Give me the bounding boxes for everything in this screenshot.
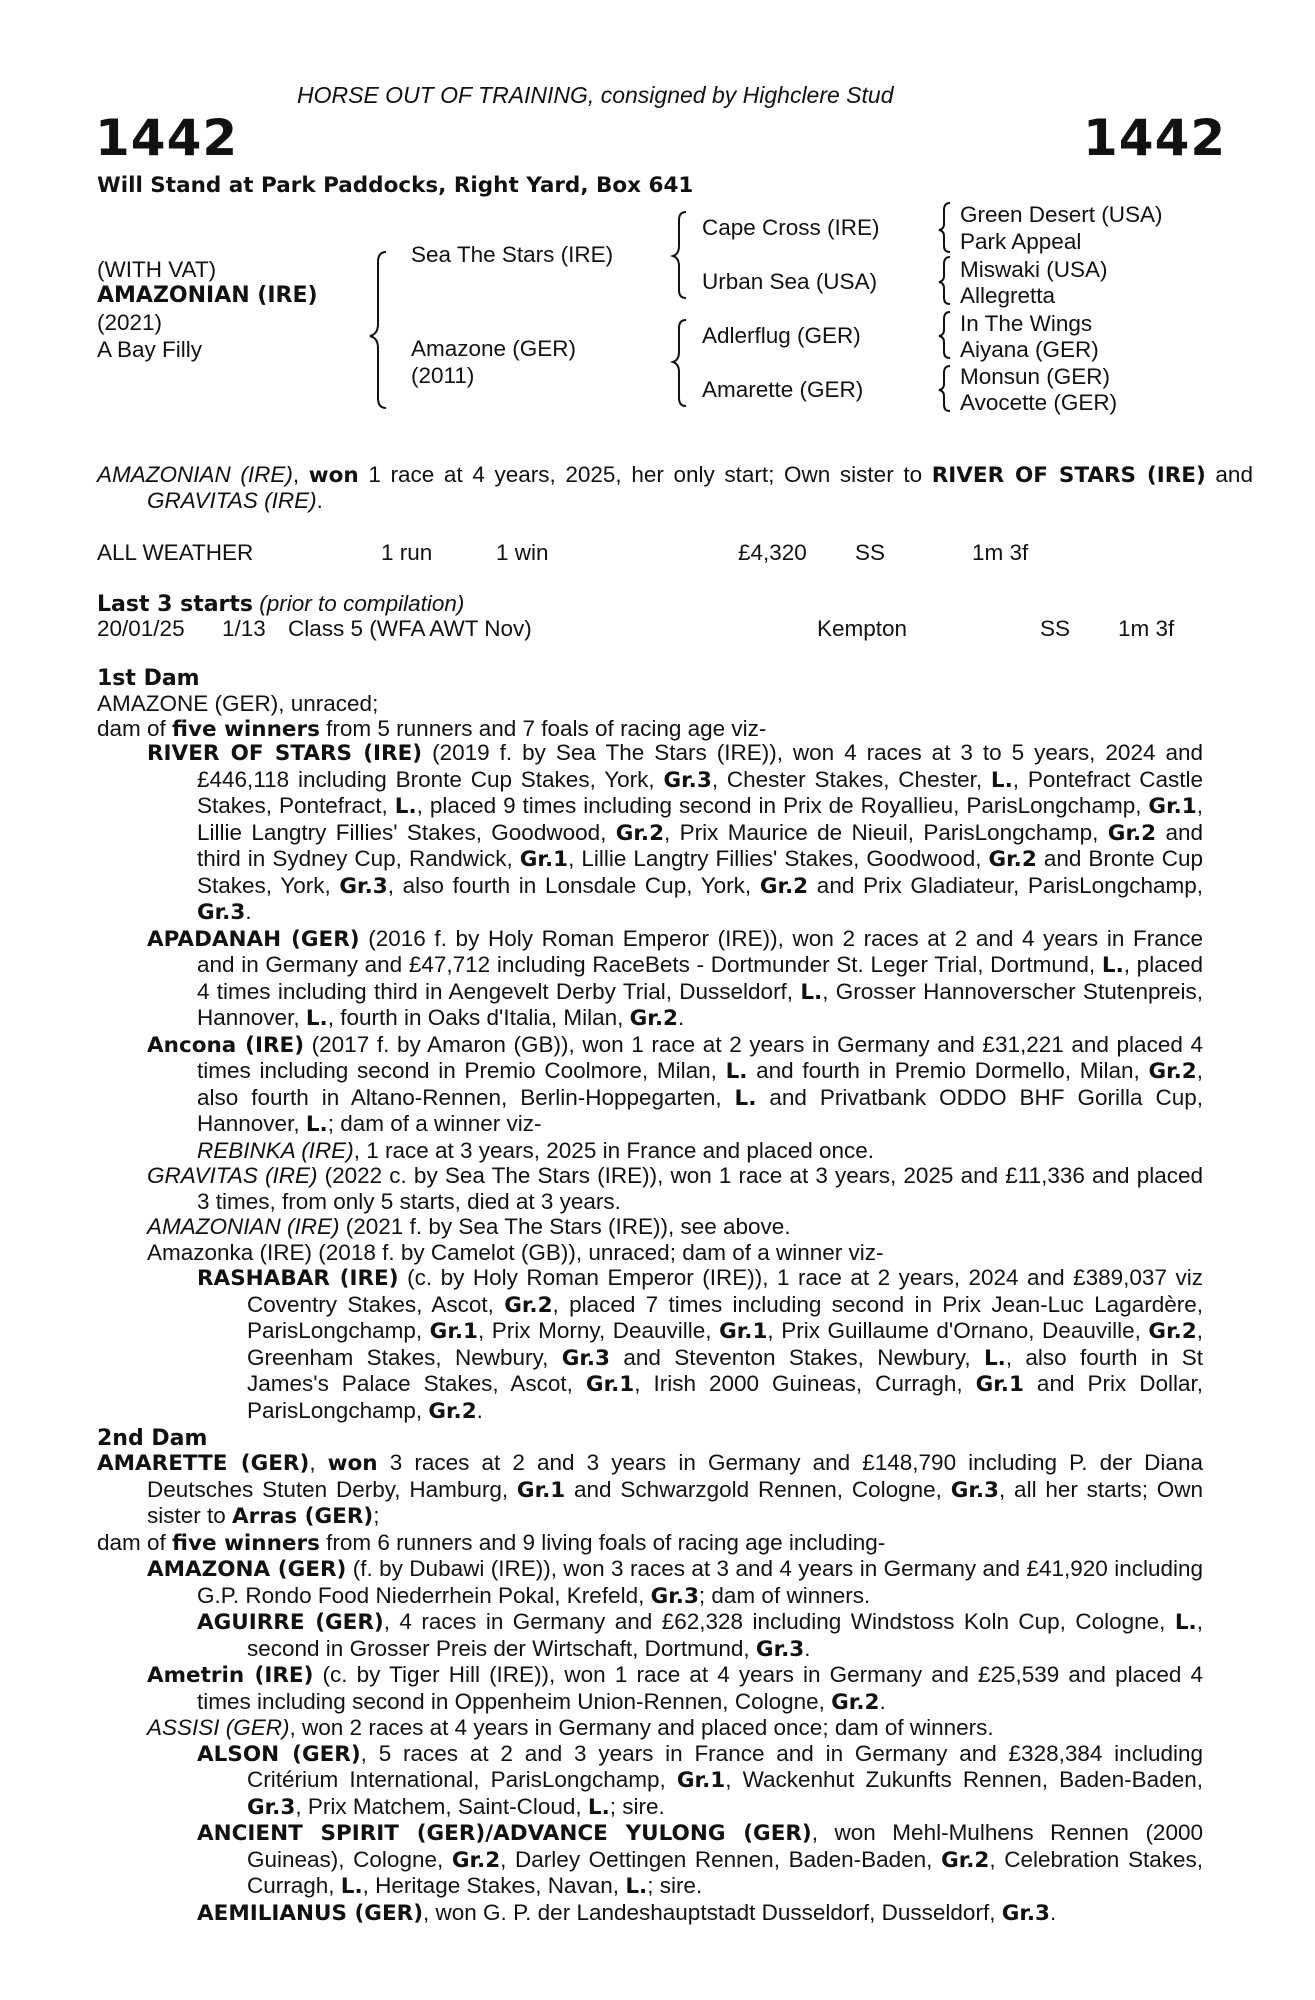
bracket-sire	[673, 212, 686, 298]
pedigree-g6: Aiyana (GER)	[960, 337, 1099, 362]
second-dam-produce-line: dam of five winners from 6 runners and 9 living foals of racing age including-	[97, 1529, 886, 1556]
pedigree-sire-dam: Urban Sea (USA)	[702, 269, 878, 294]
progeny-amazonka: Amazonka (IRE) (2018 f. by Camelot (GB)), unraced; dam of a winner viz-	[147, 1239, 884, 1265]
record-earnings: £4,320	[738, 540, 807, 565]
second-dam-record: AMARETTE (GER), won 3 races at 2 and 3 years in Germany and £148,790 including P. der Diana Deutsches Stuten Derby, Hamburg, Gr.1 and Schwarzgold Rennen, Cologne, Gr.3, all her starts; Own sister to Arras (GER);	[97, 1450, 1203, 1529]
summary-paragraph: AMAZONIAN (IRE), won 1 race at 4 years, 2025, her only start; Own sister to RIVER OF STARS (IRE) and GRAVITAS (IRE).	[97, 462, 1253, 513]
progeny-ancona: Ancona (IRE) (2017 f. by Amaron (GB)), won 1 race at 2 years in Germany and £31,221 and placed 4 times including second in Premio Coolmore, Milan, L. and fourth in Premio Dormello, Milan, Gr.2, also fourth in Altano-Rennen, Berlin-Hoppegarten, L. and Privatbank ODDO BHF Gorilla Cup, Hannover, L.; dam of a winner viz-	[147, 1031, 1204, 1137]
vat-note: (WITH VAT)	[97, 257, 217, 282]
pedigree-sire: Sea The Stars (IRE)	[411, 242, 614, 267]
produce-ametrin: Ametrin (IRE) (c. by Tiger Hill (IRE)), won 1 race at 4 years in Germany and £25,539 and placed 4 times including second in Oppenheim Union-Rennen, Cologne, Gr.2.	[147, 1662, 1204, 1715]
last-start-position: 1/13	[222, 616, 266, 641]
summary-horse-name: AMAZONIAN (IRE)	[97, 462, 293, 487]
last-start-race: Class 5 (WFA AWT Nov)	[288, 616, 532, 641]
summary-sibling-2: GRAVITAS (IRE)	[147, 488, 317, 513]
summary-text: 1 race at 4 years, 2025, her only start; Own sister to	[358, 462, 932, 487]
consignment-line: HORSE OUT OF TRAINING, consigned by Highclere Stud	[297, 82, 894, 108]
last-starts-heading: Last 3 starts (prior to compilation)	[97, 591, 465, 617]
produce-aemilianus: AEMILIANUS (GER), won G. P. der Landeshauptstadt Dusseldorf, Dusseldorf, Gr.3.	[197, 1899, 1057, 1926]
progeny-rashabar: RASHABAR (IRE) (c. by Holy Roman Emperor (IRE)), 1 race at 2 years, 2024 and £389,037 viz Coventry Stakes, Ascot, Gr.2, placed 7 times including second in Prix Jean-Luc Lagardère, ParisLongchamp, Gr.1, Prix Morny, Deauville, Gr.1, Prix Guillaume d'Ornano, Deauville, Gr.2, Greenham Stakes, Newbury, Gr.3 and Steventon Stakes, Newbury, L., also fourth in St James's Palace Stakes, Ascot, Gr.1, Irish 2000 Guineas, Curragh, Gr.1 and Prix Dollar, ParisLongchamp, Gr.2.	[197, 1265, 1204, 1424]
bracket-g2	[939, 257, 950, 304]
produce-alson: ALSON (GER), 5 races at 2 and 3 years in France and in Germany and £328,384 including Critérium International, ParisLongchamp, Gr.1, Wackenhut Zukunfts Rennen, Baden-Baden, Gr.3, Prix Matchem, Saint-Cloud, L.; sire.	[197, 1740, 1203, 1820]
last-start-distance: 1m 3f	[1118, 616, 1175, 641]
pedigree-g7: Monsun (GER)	[960, 364, 1111, 389]
bracket-main	[370, 252, 386, 408]
summary-won: won	[308, 463, 359, 488]
progeny-apadanah: APADANAH (GER) (2016 f. by Holy Roman Emperor (IRE)), won 2 races at 2 and 4 years in France and in Germany and £47,712 including RaceBets - Dortmunder St. Leger Trial, Dortmund, L., placed 4 times including third in Aengevelt Derby Trial, Dusseldorf, L., Grosser Hannoverscher Stutenpreis, Hannover, L., fourth in Oaks d'Italia, Milan, Gr.2.	[147, 925, 1204, 1031]
pedigree-g8: Avocette (GER)	[960, 390, 1118, 415]
progeny-gravitas: GRAVITAS (IRE) (2022 c. by Sea The Stars (IRE)), won 1 race at 3 years, 2025 and £11,336 and placed 3 times, from only 5 starts, died at 3 years.	[147, 1163, 1203, 1214]
progeny-amazonian: AMAZONIAN (IRE) (2021 f. by Sea The Stars (IRE)), see above.	[147, 1214, 791, 1239]
pedigree-g4: Allegretta	[960, 283, 1056, 308]
produce-amazona: AMAZONA (GER) (f. by Dubawi (IRE)), won 3 races at 3 and 4 years in Germany and £41,920 including G.P. Rondo Food Niederrhein Pokal, Krefeld, Gr.3; dam of winners.	[147, 1556, 1204, 1609]
horse-year: (2021)	[97, 310, 163, 335]
first-dam-heading: 1st Dam	[97, 666, 200, 691]
pedigree-g1: Green Desert (USA)	[960, 202, 1163, 227]
bracket-g4	[939, 366, 950, 411]
horse-name: AMAZONIAN (IRE)	[97, 283, 318, 308]
horse-description: A Bay Filly	[97, 337, 203, 362]
second-dam-body	[97, 1450, 1203, 1926]
progeny-river-of-stars: RIVER OF STARS (IRE) (2019 f. by Sea The Stars (IRE)), won 4 races at 3 to 5 years, 2024 and £446,118 including Bronte Cup Stakes, York, Gr.3, Chester Stakes, Chester, L., Pontefract Castle Stakes, Pontefract, L., placed 9 times including second in Prix de Royallieu, ParisLongchamp, Gr.1, Lillie Langtry Fillies' Stakes, Goodwood, Gr.2, Prix Maurice de Nieuil, ParisLongchamp, Gr.2 and third in Sydney Cup, Randwick, Gr.1, Lillie Langtry Fillies' Stakes, Goodwood, Gr.2 and Bronte Cup Stakes, York, Gr.3, also fourth in Lonsdale Cup, York, Gr.2 and Prix Gladiateur, ParisLongchamp, Gr.3.	[147, 740, 1203, 925]
record-runs: 1 run	[381, 540, 433, 565]
produce-assisi: ASSISI (GER), won 2 races at 4 years in Germany and placed once; dam of winners.	[147, 1715, 994, 1740]
record-wins: 1 win	[496, 540, 549, 565]
progeny-rebinka: REBINKA (IRE), 1 race at 3 years, 2025 in France and placed once.	[197, 1137, 875, 1163]
pedigree-g3: Miswaki (USA)	[960, 257, 1108, 282]
bracket-dam	[673, 320, 686, 406]
record-distance: 1m 3f	[972, 540, 1029, 565]
last-start-date: 20/01/25	[97, 616, 185, 641]
record-surface: ALL WEATHER	[97, 540, 254, 565]
lot-number-left: 1442	[95, 109, 239, 167]
record-going: SS	[855, 540, 886, 565]
pedigree-sire-sire: Cape Cross (IRE)	[702, 215, 880, 240]
first-dam-line2: dam of five winners from 5 runners and 7 foals of racing age viz-	[97, 716, 767, 742]
pedigree-dam-sire: Adlerflug (GER)	[702, 323, 861, 348]
first-dam-line1: AMAZONE (GER), unraced;	[97, 691, 379, 716]
last-start-going: SS	[1040, 616, 1071, 641]
last-start-course: Kempton	[817, 616, 908, 641]
second-dam-heading: 2nd Dam	[97, 1426, 208, 1451]
produce-ancient-spirit: ANCIENT SPIRIT (GER)/ADVANCE YULONG (GER), won Mehl-Mulhens Rennen (2000 Guineas), Cologne, Gr.2, Darley Oettingen Rennen, Baden-Baden, Gr.2, Celebration Stakes, Curragh, L., Heritage Stakes, Navan, L.; sire.	[197, 1820, 1203, 1899]
bracket-g3	[939, 312, 950, 358]
lot-number-right: 1442	[1083, 109, 1227, 167]
pedigree-g5: In The Wings	[960, 311, 1093, 336]
pedigree-g2: Park Appeal	[960, 229, 1082, 254]
pedigree-dam-year: (2011)	[411, 363, 475, 388]
pedigree-dam: Amazone (GER)	[411, 336, 577, 361]
summary-sibling-1: RIVER OF STARS (IRE)	[931, 463, 1206, 488]
produce-aguirre: AGUIRRE (GER), 4 races in Germany and £62,328 including Windstoss Koln Cup, Cologne, L., second in Grosser Preis der Wirtschaft, Dortmund, Gr.3.	[197, 1609, 1203, 1662]
bracket-g1	[939, 203, 950, 252]
stand-location: Will Stand at Park Paddocks, Right Yard, Box 641	[97, 173, 694, 198]
pedigree-dam-dam: Amarette (GER)	[702, 377, 864, 402]
first-dam-progeny	[147, 740, 1203, 1424]
